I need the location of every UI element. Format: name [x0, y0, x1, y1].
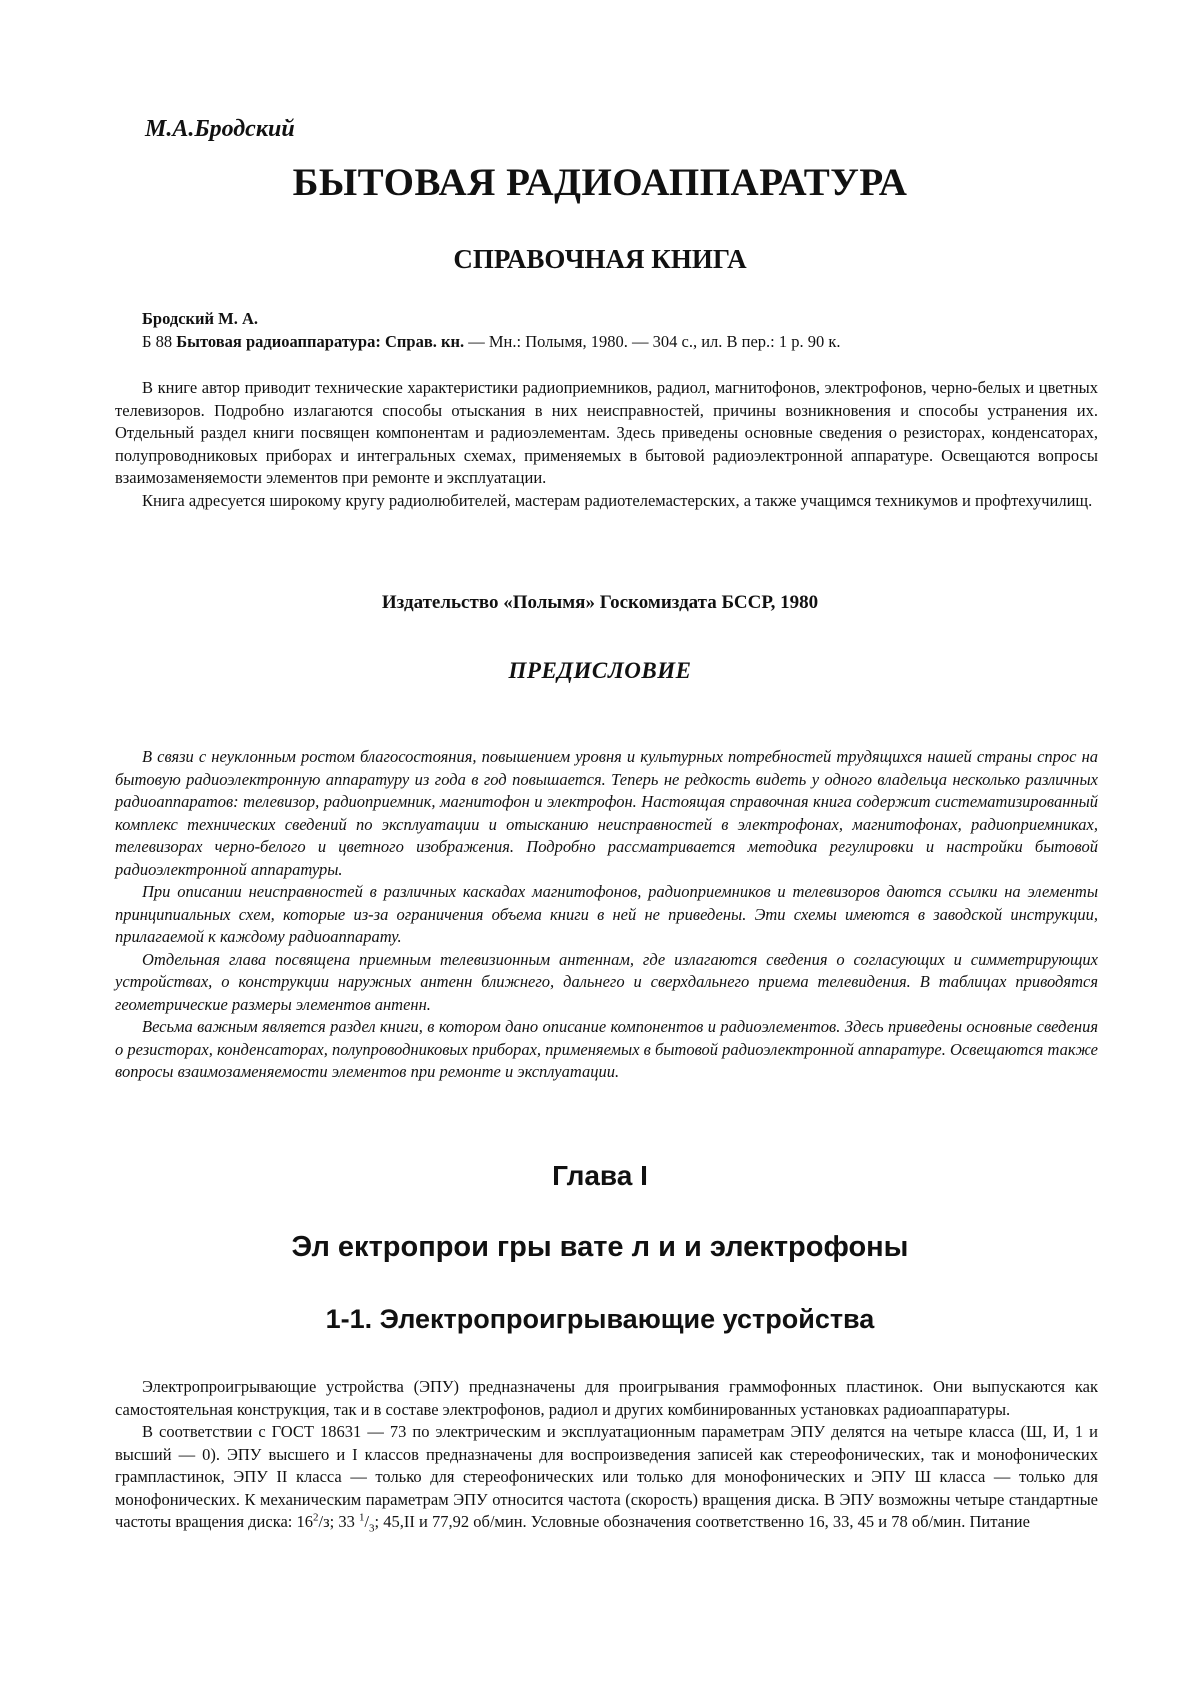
- preface-paragraph: Весьма важным является раздел книги, в котором дано описание компонентов и радиоэлементов. Здесь приведены основные сведения о резисторах, конденсаторах, полупроводниковых приборах, применяемых в бытовой радиоэлектронной аппаратуре. Освещаются также вопросы взаимозаменяемости элементов при ремонте и эксплуатации.: [115, 1017, 1098, 1081]
- author-name: М.А.Бродский: [145, 116, 295, 142]
- chapter-label: Глава I: [552, 1160, 648, 1191]
- preface-paragraph: В связи с неуклонным ростом благосостояния, повышением уровня и культурных потребностей трудящихся нашей страны спрос на бытовую радиоэлектронную аппаратуру из года в год повышается. Теперь не редкость видеть у одного владельца несколько различных радиоаппаратов: телевизор, радиоприемник, магнитофон и электрофон. Настоящая справочная книга содержит систематизированный комплекс технических сведений по эксплуатации и отысканию неисправностей в электрофонах, магнитофонах, радиоприемниках, телевизорах черно-белого и цветного изображения. Подробно рассматривается методика регулировки и настройки бытовой радиоэлектронной аппаратуры.: [115, 747, 1098, 879]
- biblio-author: Бродский М. А.: [142, 309, 259, 328]
- biblio-entry: [142, 331, 1102, 354]
- fraction-superscript: 1: [358, 1511, 365, 1524]
- abstract-paragraph: Книга адресуется широкому кругу радиолюбителей, мастерам радиотелемастерских, а также учащимся техникумов и профтехучилищ.: [142, 490, 1093, 510]
- section-title: 1-1. Электропроигрывающие устройства: [325, 1304, 875, 1334]
- preface-paragraph: При описании неисправностей в различных каскадах магнитофонов, радиоприемников и телевизоров даются ссылки на элементы принципиальных схем, которые из-за ограничения объема книги в ней не приведены. Эти схемы имеются в заводской инструкции, прилагаемой к каждому радиоаппарату.: [115, 882, 1098, 946]
- publisher-line: Издательство «Полымя» Госкомиздата БССР, 1980: [381, 592, 819, 613]
- biblio-title: Бытовая радиоаппаратура: Справ. кн.: [176, 331, 465, 351]
- bibliographic-record: [142, 308, 1102, 353]
- preface-paragraph: Отдельная глава посвящена приемным телевизионным антеннам, где излагаются сведения о согласующих и симметрирующих устройствах, о конструкции наружных антенн ближнего, дальнего и сверхдальнего приема телевидения. В таблицах приводятся геометрические размеры элементов антенн.: [115, 949, 1098, 1014]
- fraction-subscript: 3: [369, 1522, 375, 1535]
- biblio-details: — Мн.: Полымя, 1980. — 304 с., ил. В пер.: 1 р. 90 к.: [464, 331, 841, 351]
- fraction-superscript: 2: [313, 1511, 319, 1524]
- body-paragraph: Электропроигрывающие устройства (ЭПУ) предназначены для проигрывания граммофонных пластинок. Они выпускаются как самостоятельная конструкция, так и в составе электрофонов, радиол и других комбинированных установках радиоаппаратуры.: [115, 1377, 1098, 1419]
- biblio-code: Б 88: [142, 331, 173, 351]
- book-subtitle: СПРАВОЧНАЯ КНИГА: [453, 244, 747, 274]
- preface-heading: ПРЕДИСЛОВИЕ: [508, 658, 692, 683]
- abstract: [115, 377, 1098, 512]
- preface-text: [115, 746, 1098, 1084]
- section-body: [115, 1376, 1098, 1534]
- chapter-title: Эл ектропрои гры вате л и и электрофоны: [291, 1231, 909, 1263]
- body-paragraph: В соответствии с ГОСТ 18631 — 73 по электрическим и эксплуатационным параметрам ЭПУ делятся на четыре класса (Ш, И, 1 и высший — 0). ЭПУ высшего и I классов предназначены для воспроизведения записей как стереофонических, так и монофонических грампластинок, ЭПУ II класса — только для стереофонических или только для монофонических и ЭПУ Ш класса — только для монофонических. К механическим параметрам ЭПУ относится частота (скорость) вращения диска. В ЭПУ возможны четыре стандартные частоты вращения диска: $16^2/з$; 33 $^1/_3$; 45,II и 77,92 об/мин. Условные обозначения соответственно 16, 33, 45 и 78 об/мин. Питание: [115, 1422, 1098, 1535]
- abstract-paragraph: В книге автор приводит технические характеристики радиоприемников, радиол, магнитофонов, электрофонов, черно-белых и цветных телевизоров. Подробно излагаются способы отыскания в них неисправностей, причины возникновения и способы устранения их. Отдельный раздел книги посвящен компонентам и радиоэлементам. Здесь приведены основные сведения о резисторах, конденсаторах, полупроводниковых приборах и интегральных схемах, применяемых в бытовой радиоэлектронной аппаратуре. Освещаются вопросы взаимозаменяемости элементов при ремонте и эксплуатации.: [115, 378, 1098, 487]
- book-title: БЫТОВАЯ РАДИОАППАРАТУРА: [292, 161, 908, 204]
